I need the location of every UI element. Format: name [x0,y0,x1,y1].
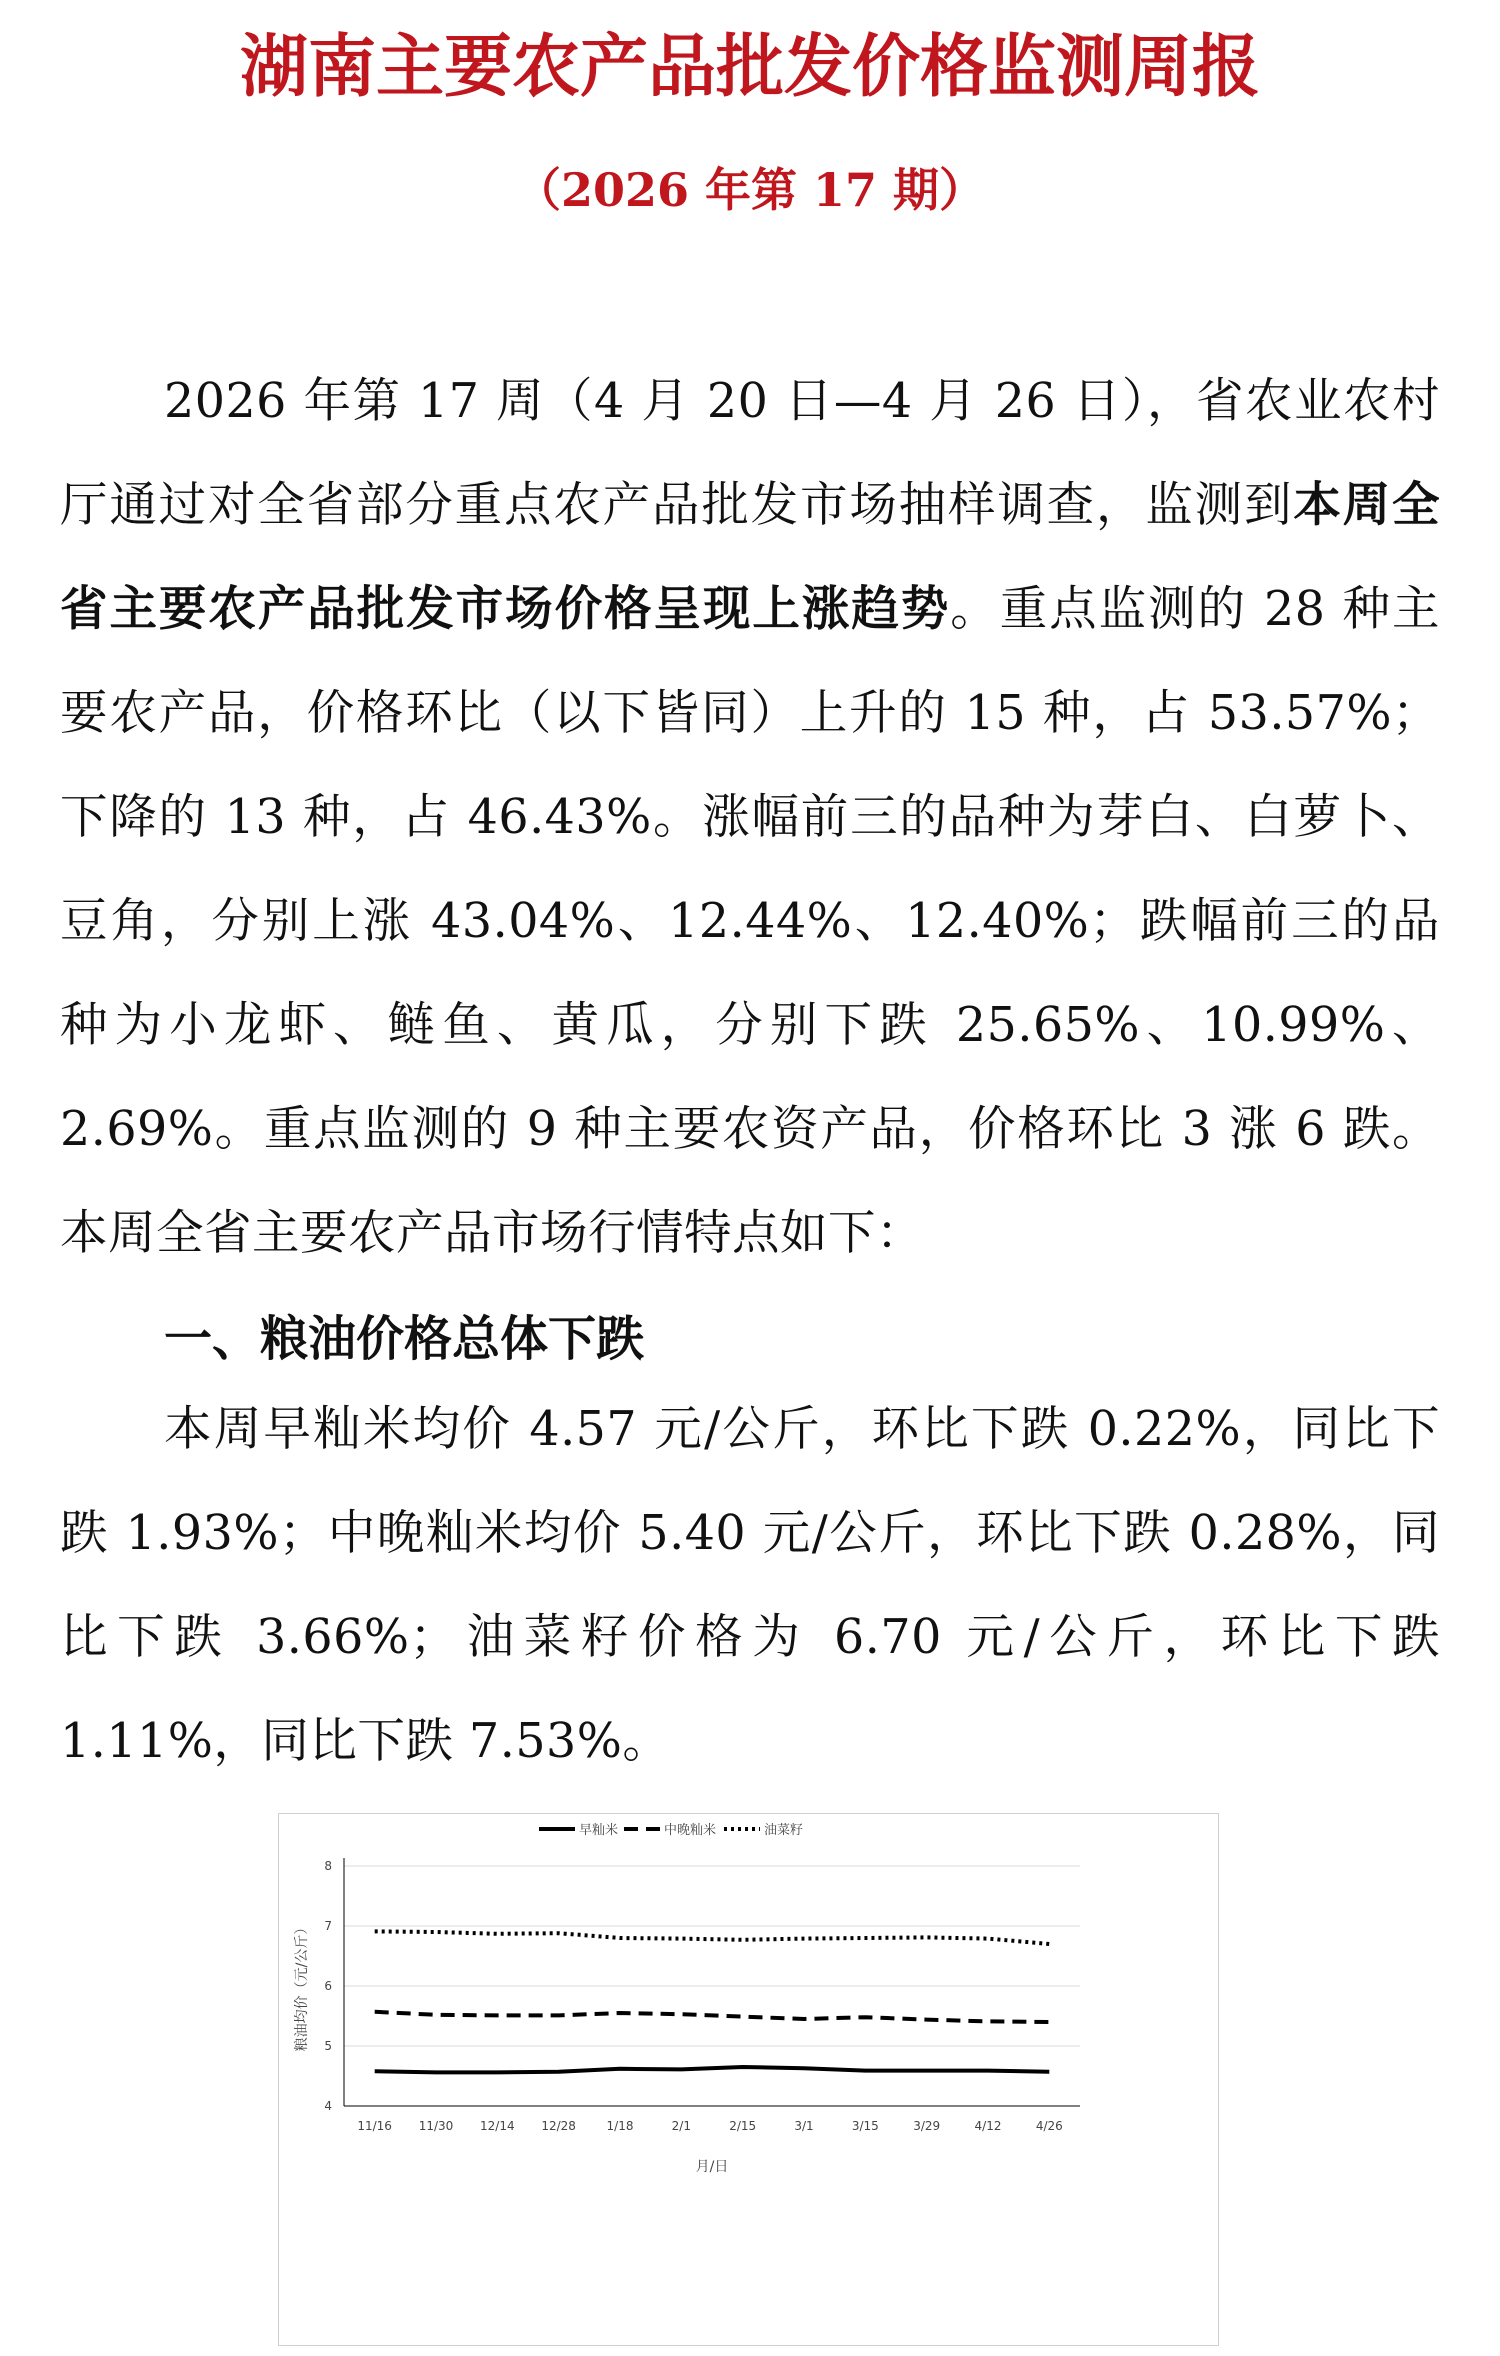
y-tick-label: 8 [324,1859,332,1873]
y-tick-label: 7 [324,1919,332,1933]
legend-label-1: 早籼米 [579,1823,619,1838]
legend-label-2: 中晚籼米 [664,1823,717,1838]
series-line-2 [375,2012,1050,2022]
x-tick-label: 2/15 [729,2119,757,2133]
x-tick-label: 2/1 [671,2119,691,2133]
intro-highlight: 本周全省主要农产品批发市场价格呈现上涨趋势 [60,478,1441,637]
issue-number: （2026 年第 17 期） [514,163,986,217]
y-tick-label: 4 [324,2099,332,2113]
x-tick-label: 3/29 [913,2119,941,2133]
x-tick-label: 12/14 [480,2119,515,2133]
x-tick-label: 3/1 [794,2119,814,2133]
y-tick-label: 6 [324,1979,332,1993]
y-axis-title: 粮油均价（元/公斤） [294,1920,310,2052]
x-axis-title: 月/日 [695,2159,729,2175]
section-1-heading: 一、粮油价格总体下跌 [164,1311,645,1367]
series-line-3 [375,1931,1050,1944]
grain-oil-price-chart [278,1813,1219,2346]
x-tick-label: 4/12 [974,2119,1002,2133]
chart-svg [279,1814,1218,2345]
x-tick-label: 4/26 [1035,2119,1063,2133]
x-tick-label: 12/28 [541,2119,576,2133]
legend-label-3: 油菜籽 [764,1823,804,1838]
x-tick-label: 11/30 [418,2119,454,2133]
report-title: 湖南主要农产品批发价格监测周报 [239,28,1260,107]
section-1-paragraph: 本周早籼米均价 4.57 元/公斤，环比下跌 0.22%，同比下跌 1.93%；中晚籼米均价 5.40 元/公斤，环比下跌 0.28%，同比下跌 3.66%；油菜籽价格为 6.70 元/公斤，环比下跌 1.11%，同比下跌 7.53%。 [60,1402,1440,1769]
intro-text-part1: 2026 年第 17 周（4 月 20 日—4 月 26 日），省农业农村厅通过对全省部分重点农产品批发市场抽样调查，监测到 [60,374,1440,533]
intro-text-part2: 。重点监测的 28 种主要农产品，价格环比（以下皆同）上升的 15 种，占 53.57%；下降的 13 种，占 46.43%。涨幅前三的品种为芽白、白萝卜、豆角，分别上涨 43.04%、12.44%、12.40%；跌幅前三的品种为小龙虾、鲢鱼、黄瓜，分别下跌 25.65%、10.99%、2.69%。重点监测的 9 种主要农资产品，价格环比 3 涨 6 跌。本周全省主要农产品市场行情特点如下： [60,582,1441,1261]
x-tick-label: 3/15 [851,2119,879,2133]
series-line-1 [375,2067,1050,2072]
intro-paragraph [60,350,1440,1286]
y-tick-label: 5 [324,2039,332,2053]
x-tick-label: 11/16 [357,2119,392,2133]
x-tick-label: 1/18 [606,2119,634,2133]
